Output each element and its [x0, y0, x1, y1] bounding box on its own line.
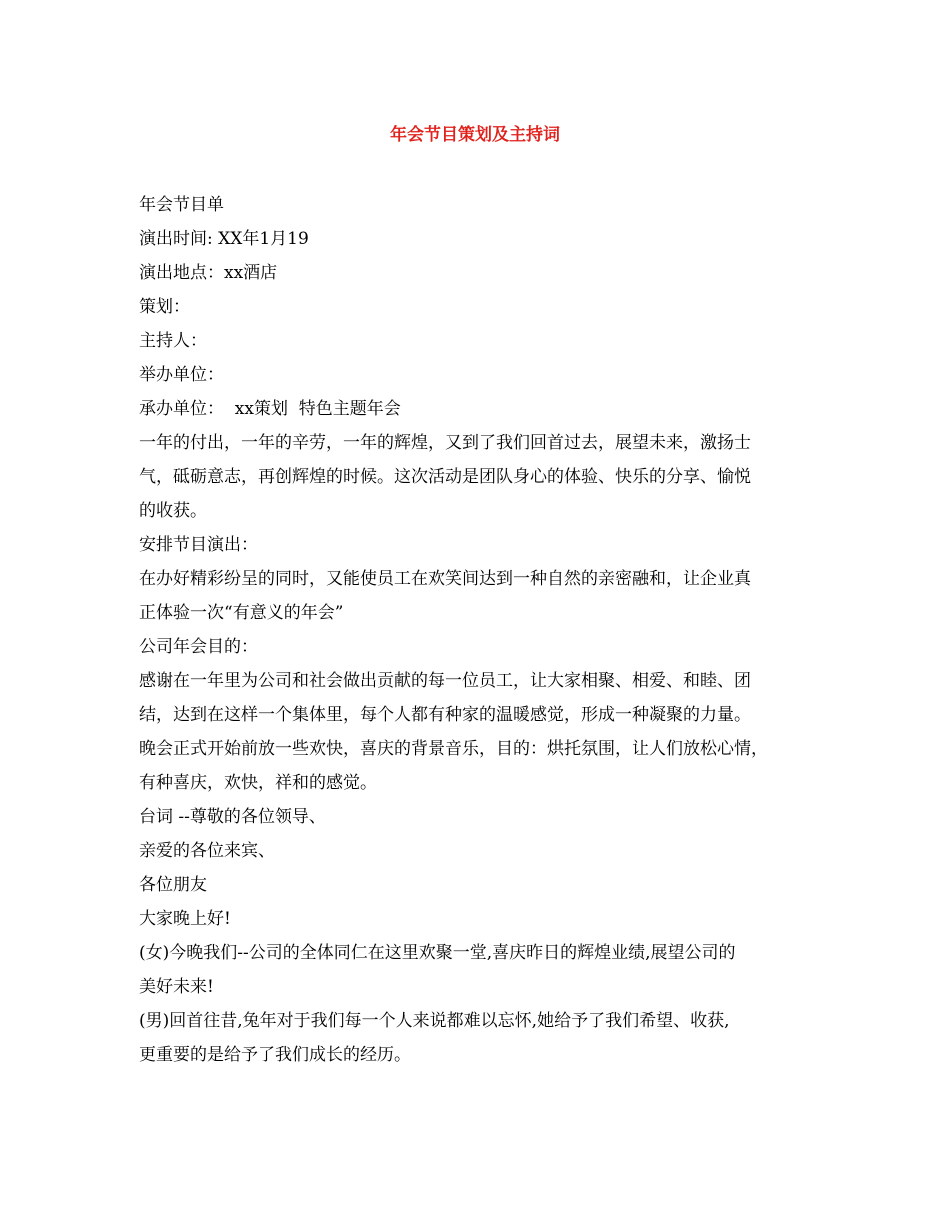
document-title: 年会节目策划及主持词 [390, 125, 560, 145]
text-line: 美好未来! [139, 977, 214, 997]
text-line: 感谢在一年里为公司和社会做出贡献的每一位员工，让大家相聚、相爱、和睦、团 [139, 671, 751, 691]
text-line: 的收获。 [139, 501, 207, 521]
text-line: 正体验一次“有意义的年会” [139, 603, 344, 623]
document-body [139, 188, 829, 1072]
text-line: 年会节目单 [139, 195, 224, 215]
text-line: 亲爱的各位来宾、 [139, 841, 275, 861]
text-line: 演出地点：xx酒店 [139, 263, 278, 283]
text-line: 策划： [139, 297, 190, 317]
text-line: 大家晚上好! [139, 909, 231, 929]
text-line: 有种喜庆，欢快，祥和的感觉。 [139, 773, 377, 793]
text-line: 各位朋友 [139, 875, 207, 895]
text-line: 气，砥砺意志，再创辉煌的时候。这次活动是团队身心的体验、快乐的分享、愉悦 [139, 467, 751, 487]
text-line: 安排节目演出： [139, 535, 258, 555]
text-line: 演出时间: XX年1月19 [139, 229, 309, 249]
text-line: 在办好精彩纷呈的同时，又能使员工在欢笑间达到一种自然的亲密融和，让企业真 [139, 569, 751, 589]
text-line: 更重要的是给予了我们成长的经历。 [139, 1045, 411, 1065]
text-line: 晚会正式开始前放一些欢快，喜庆的背景音乐，目的：烘托氛围，让人们放松心情， [139, 739, 768, 759]
text-line: 公司年会目的： [139, 637, 258, 657]
text-line: (男)回首往昔,兔年对于我们每一个人来说都难以忘怀,她给予了我们希望、收获, [139, 1011, 730, 1031]
text-line: 一年的付出，一年的辛劳，一年的辉煌，又到了我们回首过去，展望未来，激扬士 [139, 433, 751, 453]
text-line: 承办单位： xx策划 特色主题年会 [139, 399, 401, 419]
text-line: 主持人： [139, 331, 207, 351]
text-line: (女)今晚我们--公司的全体同仁在这里欢聚一堂,喜庆昨日的辉煌业绩,展望公司的 [139, 943, 736, 963]
text-line: 结，达到在这样一个集体里，每个人都有种家的温暖感觉，形成一种凝聚的力量。 [139, 705, 751, 725]
text-line: 台词 --尊敬的各位领导、 [139, 807, 326, 827]
text-line: 举办单位： [139, 365, 224, 385]
